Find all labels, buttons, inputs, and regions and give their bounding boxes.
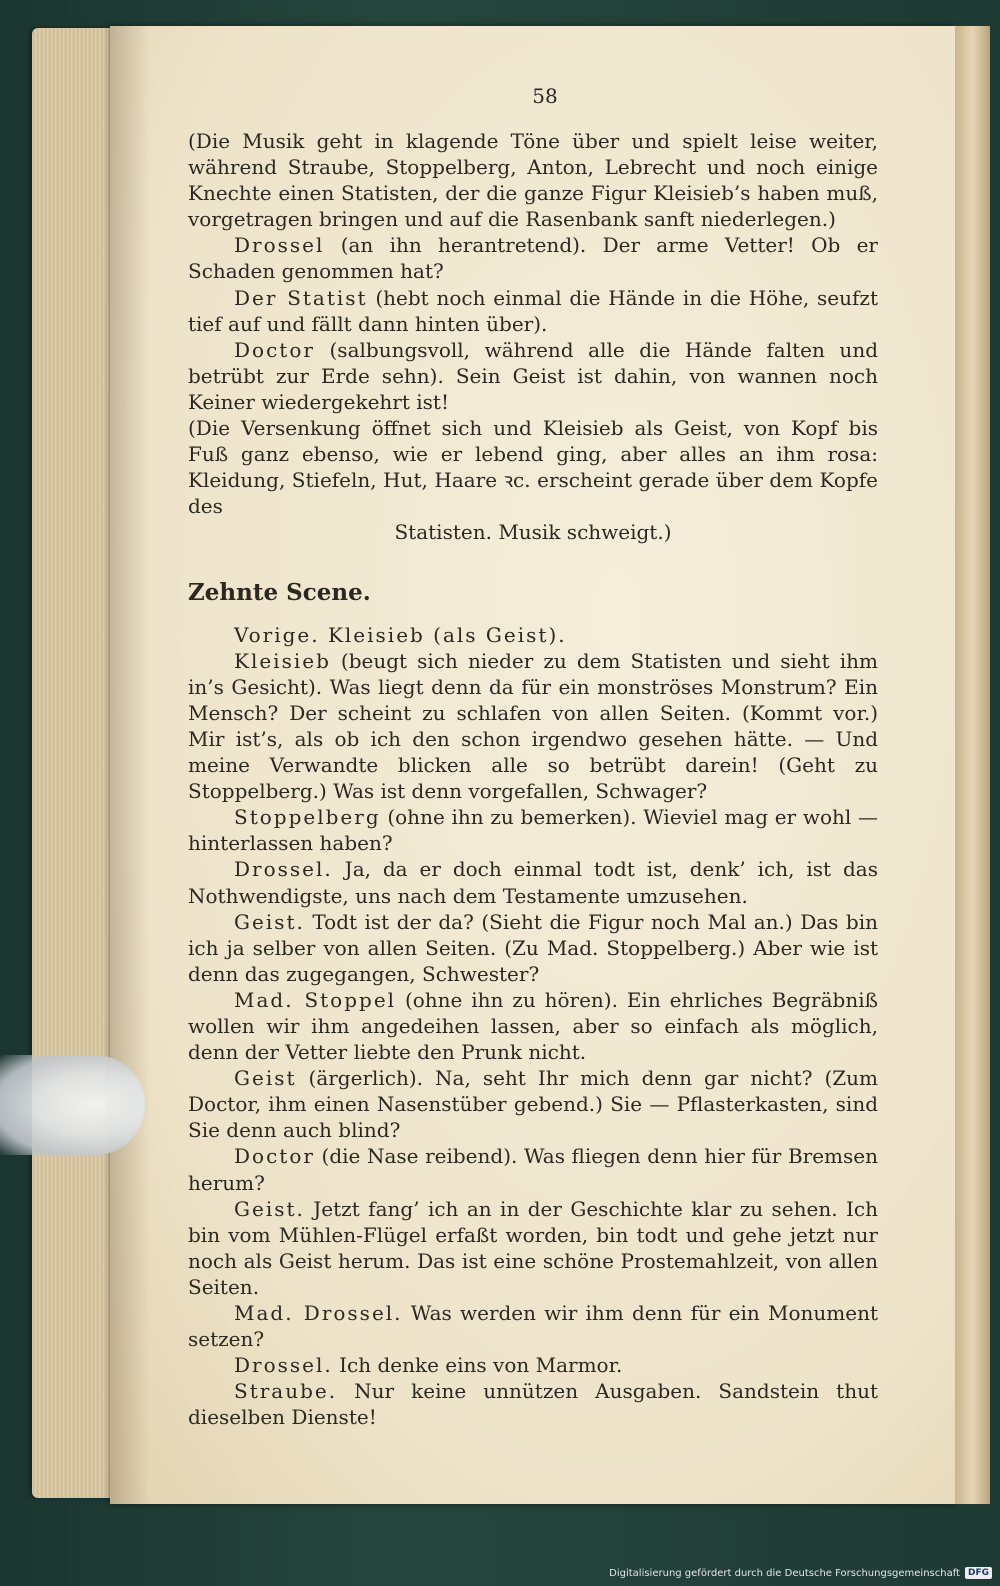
facing-page-edge xyxy=(955,26,990,1504)
speech xyxy=(188,1300,878,1352)
dfg-logo: DFG xyxy=(965,1567,992,1579)
gutter-shadow xyxy=(110,26,150,1504)
speech xyxy=(188,1378,878,1430)
speaker: Drossel. xyxy=(234,1353,333,1378)
speech-text: (hebt noch einmal die Hände in die Höhe, seufzt tief auf und fällt dann hinten über). xyxy=(188,285,878,336)
speaker: Doctor xyxy=(234,1144,315,1169)
speech xyxy=(188,909,878,987)
speech xyxy=(188,337,878,415)
speaker: Drossel. xyxy=(234,857,333,882)
speaker: Der Statist xyxy=(234,285,368,310)
speaker: Mad. Stoppel xyxy=(234,987,397,1012)
speech xyxy=(188,1065,878,1143)
speech-text: Ja, da er doch einmal todt ist, denk’ ich, ist das Nothwendigste, uns nach dem Testamente umzusehen. xyxy=(188,857,878,908)
speech-text: (beugt sich nieder zu dem Statisten und sieht ihm in’s Gesicht). Was liegt denn da für ein monströses Monstrum? Ein Mensch? Der scheint zu schlafen von allen Seiten. (Kommt vor.) Mir ist’s, als ob ich den schon irgendwo gesehen hätte. — Und meine Verwandte blicken alle so betrübt darein! (Geht zu Stoppelberg.) Was ist denn vorgefallen, Schwager? xyxy=(188,648,878,804)
speaker: Mad. Drossel. xyxy=(234,1301,403,1326)
footer-credit: Digitalisierung gefördert durch die Deutsche Forschungsgemeinschaft xyxy=(609,1567,960,1579)
speaker: Doctor xyxy=(234,337,315,362)
speech-text: (die Nase reibend). Was fliegen denn hier für Bremsen herum? xyxy=(188,1144,878,1195)
speech-text: Jetzt fang’ ich an in der Geschichte klar zu sehen. Ich bin vom Mühlen-Flügel erfaßt worden, bin todt und gehe jetzt nur noch als Geist herum. Das ist eine schöne Prostemahlzeit, von allen Seiten. xyxy=(188,1196,878,1299)
stage-direction: (Die Musik geht in klagende Töne über und spielt leise weiter, während Straube, Stoppelberg, Anton, Lebrecht und noch einige Knechte einen Statisten, der die ganze Figur Kleisieb’s haben muß, vorgetragen bringen und auf die Rasenbank sanft niederlegen.) xyxy=(188,129,878,232)
speech xyxy=(188,1196,878,1300)
speech xyxy=(188,1143,878,1195)
speech-text: (salbungsvoll, während alle die Hände falten und betrübt zur Erde sehn). Sein Geist ist dahin, von wannen noch Keiner wiedergekehrt ist! xyxy=(188,337,878,414)
page-text xyxy=(188,128,878,1431)
speaker: Kleisieb xyxy=(234,648,331,673)
stage-direction-end: Statisten. Musik schweigt.) xyxy=(394,520,672,545)
speech-text: (ärgerlich). Na, seht Ihr mich denn gar nicht? (Zum Doctor, ihm einen Nasenstüber gebend.) Sie — Pflasterkasten, sind Sie denn auch blind? xyxy=(188,1066,878,1143)
speaker: Straube. xyxy=(234,1379,338,1404)
speaker: Geist. xyxy=(234,909,305,934)
speech xyxy=(188,648,878,805)
speech-text: Was werden wir ihm denn für ein Monument setzen? xyxy=(188,1301,878,1352)
speaker: Geist. xyxy=(234,1196,305,1221)
speech xyxy=(188,285,878,337)
speech xyxy=(188,856,878,908)
speech xyxy=(188,987,878,1065)
page-number: 58 xyxy=(532,84,558,108)
scene-heading: Zehnte Scene. xyxy=(188,578,371,606)
speech xyxy=(188,232,878,284)
speech-text: (ohne ihn zu hören). Ein ehrliches Begräbniß wollen wir ihm angedeihen lassen, aber so einfach als möglich, denn der Vetter liebte den Prunk nicht. xyxy=(188,987,878,1065)
speaker: Stoppelberg xyxy=(234,805,381,830)
stage-direction: (Die Versenkung öffnet sich und Kleisieb als Geist, von Kopf bis Fuß ganz ebenso, wie er lebend ging, aber alles an ihm rosa: Kleidung, Stiefeln, Hut, Haare ꝛc. erscheint gerade über dem Kopfe des xyxy=(188,416,878,519)
footer xyxy=(609,1564,992,1582)
speech-text: Todt ist der da? (Sieht die Figur noch Mal an.) Das bin ich ja selber von allen Seiten. (Zu Mad. Stoppelberg.) Aber wie ist denn das zugegangen, Schwester? xyxy=(188,909,878,986)
speech-text: (an ihn herantretend). Der arme Vetter! Ob er Schaden genommen hat? xyxy=(188,233,878,284)
speech-text: Nur keine unnützen Ausgaben. Sandstein thut dieselben Dienste! xyxy=(188,1379,878,1430)
speech xyxy=(188,804,878,856)
speaker: Geist xyxy=(234,1066,297,1091)
persons-list: Vorige. Kleisieb (als Geist). xyxy=(234,622,567,647)
speech xyxy=(188,1352,878,1378)
speech-text: (ohne ihn zu bemerken). Wieviel mag er wohl — hinterlassen haben? xyxy=(188,805,878,856)
speaker: Drossel xyxy=(234,233,325,258)
scanner-finger xyxy=(0,1055,145,1155)
speech-text: Ich denke eins von Marmor. xyxy=(332,1353,623,1378)
